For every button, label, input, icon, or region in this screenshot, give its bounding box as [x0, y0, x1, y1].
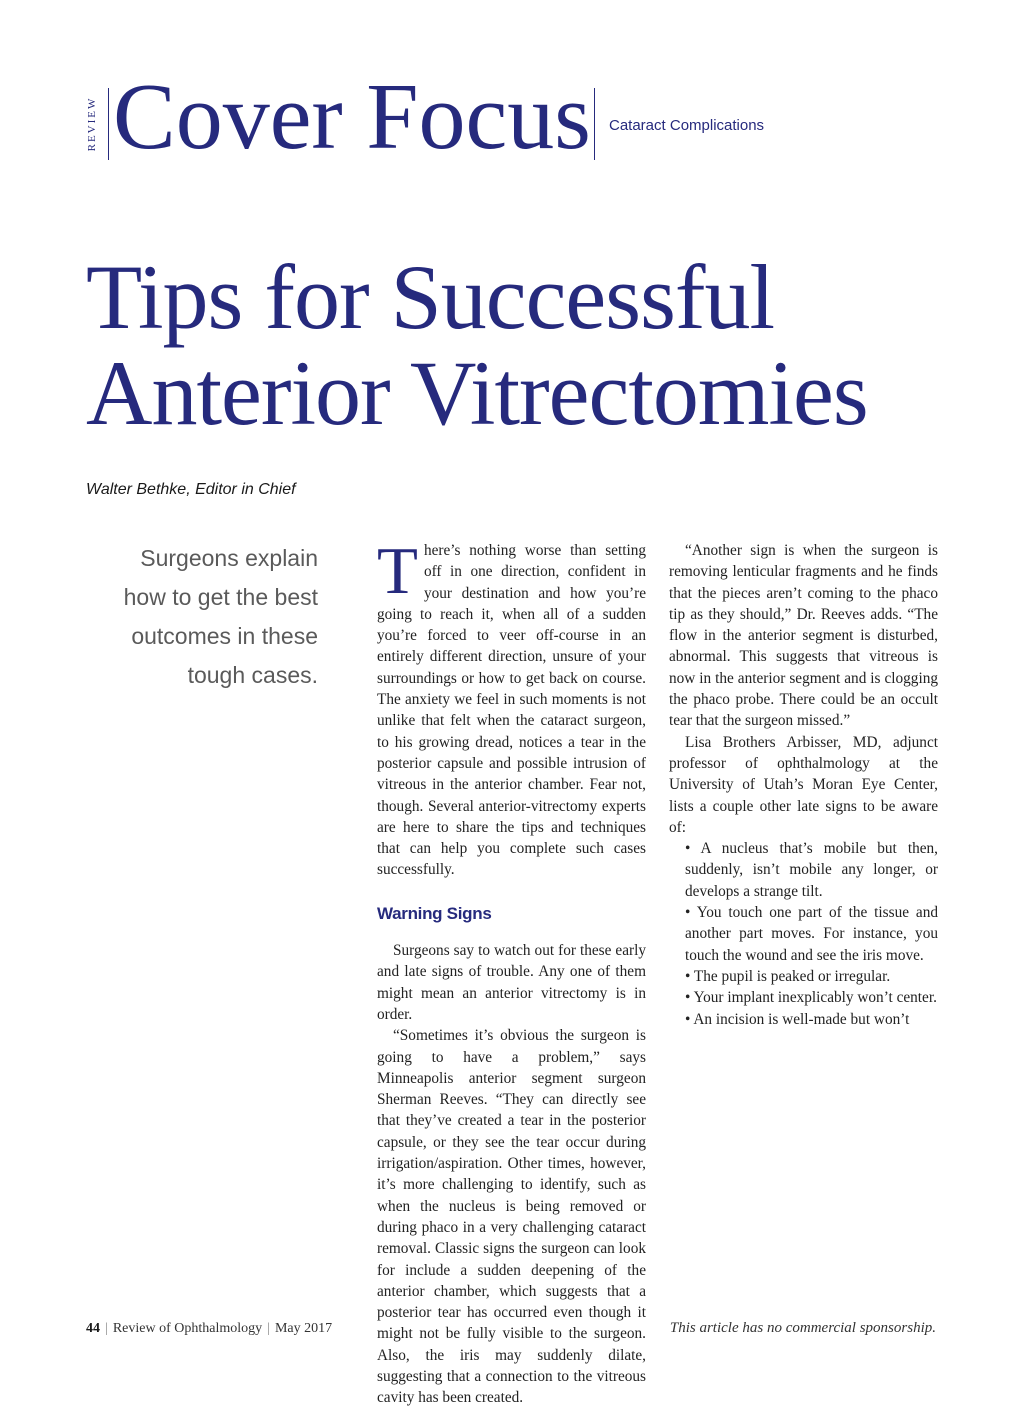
late-signs-list: [669, 838, 938, 1030]
footer-separator: |: [267, 1321, 270, 1336]
list-item: • You touch one part of the tissue and another part moves. For instance, you touch the wound and see the iris move.: [685, 902, 938, 966]
drop-cap: T: [377, 534, 418, 608]
review-label-text: REVIEW: [86, 96, 98, 152]
body-column-2: [669, 540, 938, 1030]
article-headline: [86, 246, 986, 444]
body-paragraph: “Another sign is when the surgeon is removing lenticular fragments and he finds that the pieces aren’t coming to the phaco tip as they should,” Dr. Reeves adds. “The flow in the anterior segment is disturbed, abnormal. This suggests that vitreous is now in the anterior segment and is clogging the phaco probe. There could be an occult tear that the surgeon missed.”: [669, 542, 938, 730]
page-number: 44: [86, 1321, 100, 1336]
pull-quote: Surgeons explain how to get the best outcomes in these tough cases.: [123, 545, 318, 688]
body-paragraph: Lisa Brothers Arbisser, MD, adjunct professor of ophthalmology at the University of Utah’s Moran Eye Center, lists a couple other late signs to be aware of:: [669, 733, 938, 836]
issue-date: May 2017: [274, 1321, 333, 1336]
header-divider-right: [594, 88, 595, 160]
list-item: • An incision is well-made but won’t: [685, 1009, 938, 1030]
body-paragraph: “Sometimes it’s obvious the surgeon is going to have a problem,” says Minneapolis anterior segment surgeon Sherman Reeves. “They can directly see that they’ve created a tear in the posterior capsule, or they see the tear occur during irrigation/aspiration. Other times, however, it’s more challenging to identify, such as when the nucleus is being removed or during phaco in a very challenging cataract removal. Classic signs the surgeon can look for include a sudden deepening of the anterior chamber, which suggests that a posterior tear has occurred even though it might not be fully visible to the surgeon. Also, the iris may suddenly dilate, suggesting that a connection to the vitreous cavity has been created.: [377, 1027, 646, 1407]
body-paragraph: Surgeons say to watch out for these early and late signs of trouble. Any one of them might mean an anterior vitrectomy is in order.: [377, 942, 646, 1023]
footer-separator: |: [105, 1321, 108, 1336]
list-item: • A nucleus that’s mobile but then, suddenly, isn’t mobile any longer, or develops a strange tilt.: [685, 838, 938, 902]
intro-text: here’s nothing worse than setting off in one direction, confident in your destination and how you’re going to reach it, when all of a sudden you’re forced to veer off-course in an entirely different direction, unsure of your surroundings or how to get back on course. The anxiety we feel in such moments is not unlike that felt when the cataract surgeon, to his growing dread, notices a tear in the posterior capsule and possible intrusion of vitreous in the anterior chamber. Fear not, though. Several anterior-vitrectomy experts are here to share the tips and techniques that can help you complete such cases successfully.: [377, 542, 646, 879]
review-vertical-label: [80, 88, 104, 160]
author-byline: Walter Bethke, Editor in Chief: [86, 481, 296, 498]
subhead-warning-signs: Warning Signs: [377, 903, 492, 923]
sponsorship-note: This article has no commercial sponsorship.: [669, 1320, 936, 1336]
list-item: • The pupil is peaked or irregular.: [685, 966, 938, 987]
list-item: • Your implant inexplicably won’t center.: [685, 987, 938, 1008]
headline-line-1: Tips for Successful: [86, 246, 775, 348]
headline-line-2: Anterior Vitrectomies: [86, 341, 868, 444]
section-title: Cover Focus: [113, 65, 591, 169]
publication-name: Review of Ophthalmology: [112, 1321, 263, 1336]
header-divider-left: [108, 88, 109, 160]
section-subtitle: Cataract Complications: [609, 117, 765, 134]
intro-paragraph: [377, 534, 646, 881]
body-column-1: [377, 534, 646, 1409]
footer-folio: [86, 1321, 332, 1337]
